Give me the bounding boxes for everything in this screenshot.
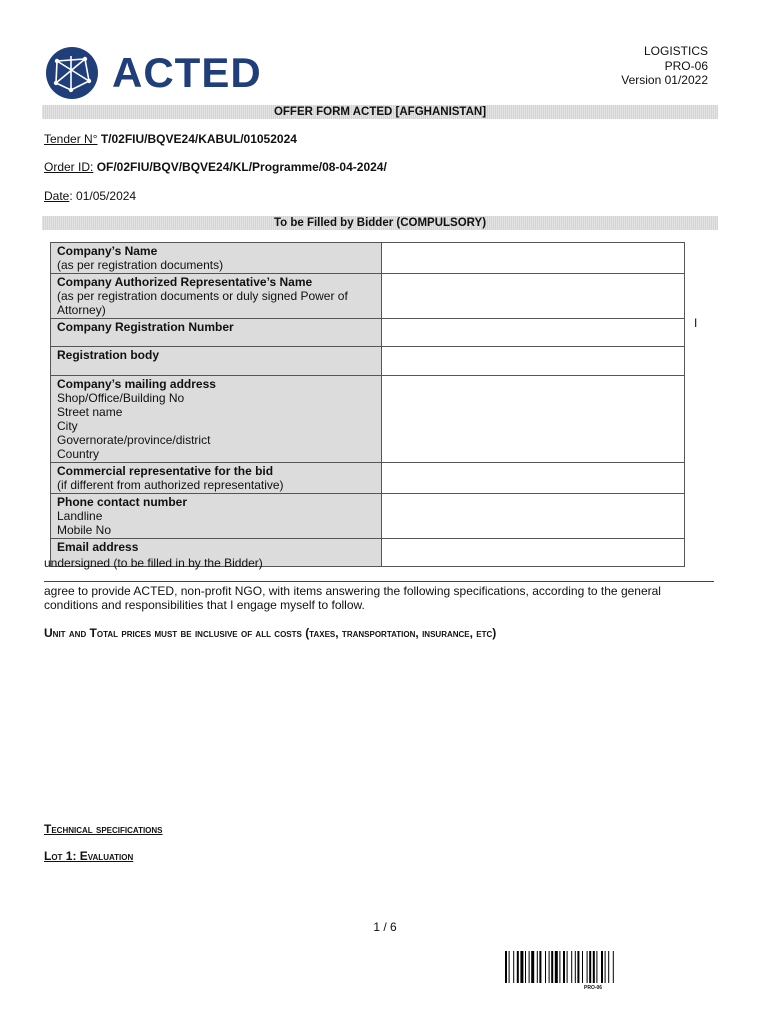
table-row <box>51 243 685 274</box>
row-title: Registration body <box>57 348 160 362</box>
row-title: Phone contact number <box>57 495 188 509</box>
row-title: Company Authorized Representative’s Name <box>57 275 313 289</box>
barcode-caption: PRO-06 <box>584 985 603 991</box>
document-barcode <box>505 951 680 987</box>
row-note: Governorate/province/district <box>57 433 211 447</box>
date-value: : 01/05/2024 <box>69 189 137 203</box>
row-note: (as per registration documents) <box>57 258 224 272</box>
technical-specifications-heading: Technical specifications <box>44 822 163 836</box>
registration-body-field[interactable] <box>382 347 685 376</box>
margin-mark: I <box>694 316 698 330</box>
commercial-representative-field[interactable] <box>382 463 685 494</box>
tender-label: Tender N° <box>44 132 98 146</box>
row-title: Company Registration Number <box>57 320 234 334</box>
acted-logo-emblem <box>45 46 99 100</box>
authorized-representative-field[interactable] <box>382 274 685 319</box>
lot-heading: Lot 1: Evaluation <box>44 849 134 863</box>
row-note: Landline <box>57 509 103 523</box>
order-line <box>44 160 387 174</box>
document-reference <box>621 44 708 88</box>
table-row <box>51 376 685 463</box>
bidder-info-table <box>50 242 685 567</box>
phone-contact-label <box>51 494 382 539</box>
form-title-band: OFFER FORM ACTED [AFGHANISTAN] <box>42 105 718 119</box>
registration-number-field[interactable] <box>382 319 685 347</box>
prices-inclusive-note: Unit and Total prices must be inclusive of all costs (taxes, transportation, insurance, etc) <box>44 626 497 640</box>
company-name-field[interactable] <box>382 243 685 274</box>
page-number: 1 / 6 <box>373 920 397 934</box>
agreement-text: agree to provide ACTED, non-profit NGO, with items answering the following specifications, according to the general conditions and responsibilities that I engage myself to follow. <box>44 584 661 612</box>
row-title: Email address <box>57 540 139 554</box>
commercial-representative-label <box>51 463 382 494</box>
mailing-address-label <box>51 376 382 463</box>
doc-ref-code: PRO-06 <box>664 58 708 73</box>
bidder-section-band: To be Filled by Bidder (COMPULSORY) <box>42 216 718 230</box>
undersigned-label: undersigned (to be filled in by the Bidder) <box>44 556 263 570</box>
row-note: (if different from authorized representative) <box>57 478 284 492</box>
order-label: Order ID: <box>44 160 94 174</box>
row-title: Commercial representative for the bid <box>57 464 274 478</box>
company-name-label <box>51 243 382 274</box>
acted-logo-wordmark: ACTED <box>112 49 262 96</box>
mailing-address-field[interactable] <box>382 376 685 463</box>
table-row <box>51 463 685 494</box>
registration-body-label <box>51 347 382 376</box>
tender-line <box>44 132 297 146</box>
row-note: (as per registration documents or duly signed Power of Attorney) <box>57 289 348 317</box>
row-note: Street name <box>57 405 123 419</box>
email-address-field[interactable] <box>382 539 685 567</box>
table-row <box>51 274 685 319</box>
date-label: Date <box>44 189 70 203</box>
doc-ref-department: LOGISTICS <box>643 44 708 58</box>
row-title: Company’s Name <box>57 244 158 258</box>
tender-value: T/02FIU/BQVE24/KABUL/01052024 <box>100 132 297 146</box>
authorized-representative-label <box>51 274 382 319</box>
phone-contact-field[interactable] <box>382 494 685 539</box>
registration-number-label <box>51 319 382 347</box>
table-row <box>51 347 685 376</box>
order-value: OF/02FIU/BQV/BQVE24/KL/Programme/08-04-2024/ <box>96 160 387 174</box>
table-row <box>51 494 685 539</box>
doc-ref-version: Version 01/2022 <box>621 73 708 87</box>
row-title: Company’s mailing address <box>57 377 216 391</box>
table-row <box>51 319 685 347</box>
row-note: City <box>57 419 78 433</box>
row-note: Mobile No <box>57 523 112 537</box>
row-note: Shop/Office/Building No <box>57 391 185 405</box>
date-line <box>44 189 136 203</box>
bidder-name-line[interactable] <box>44 581 714 582</box>
row-note: Country <box>57 447 100 461</box>
